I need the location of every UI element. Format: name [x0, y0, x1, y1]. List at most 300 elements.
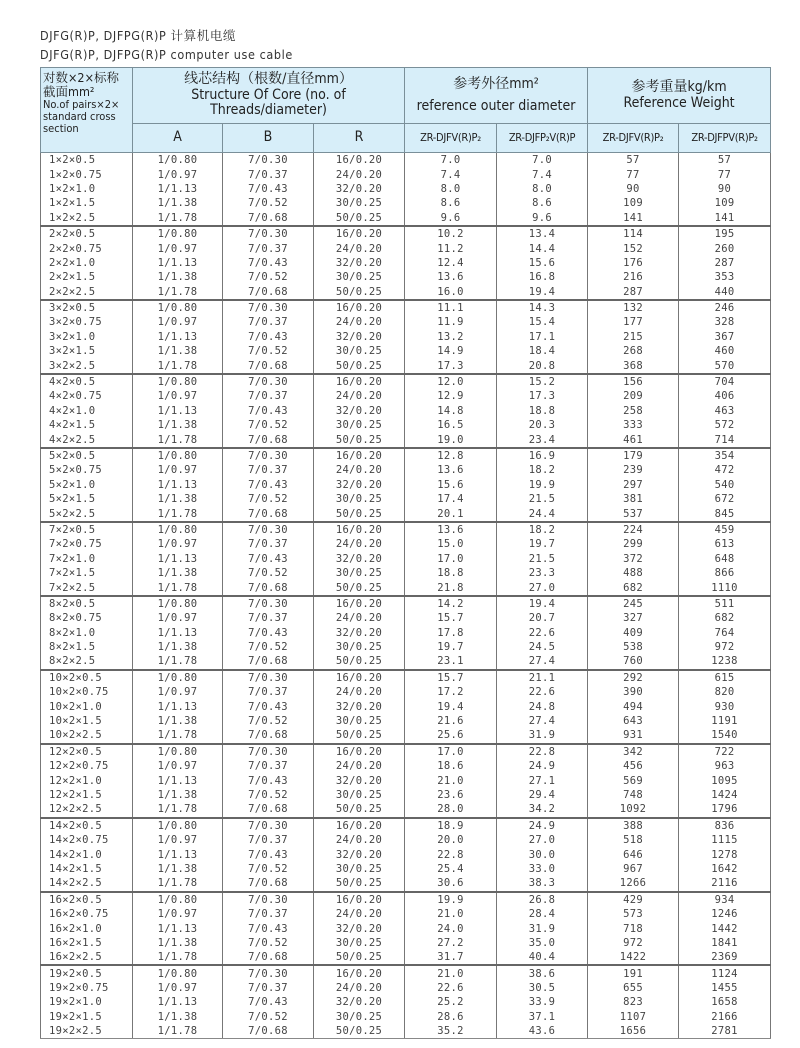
cell-weight-djfv: 646 [588, 847, 679, 861]
cell-col-b: 7/0.52 [223, 936, 314, 950]
cell-col-b: 7/0.43 [223, 256, 314, 270]
cell-weight-djfv: 299 [588, 537, 679, 551]
cell-weight-djfpv: 2116 [679, 876, 771, 891]
cell-weight-djfpv: 463 [679, 404, 771, 418]
cell-col-a: 1/1.78 [133, 950, 223, 965]
cell-col-b: 7/0.37 [223, 167, 314, 181]
cell-col-a: 1/1.38 [133, 492, 223, 506]
title-english: DJFG(R)P, DJFPG(R)P computer use cable [40, 47, 293, 62]
table-row [41, 552, 771, 566]
cell-weight-djfpv: 1424 [679, 788, 771, 802]
table-row [41, 300, 771, 315]
header-diameter [405, 68, 588, 124]
cell-diameter-djfpv: 23.3 [497, 566, 588, 580]
header-col-a: A [133, 124, 223, 153]
cell-col-a: 1/1.13 [133, 995, 223, 1009]
cell-diameter-djfpv: 15.2 [497, 374, 588, 389]
cell-diameter-djfpv: 27.4 [497, 714, 588, 728]
cell-col-b: 7/0.43 [223, 626, 314, 640]
cell-diameter-djfv: 7.4 [405, 167, 497, 181]
table-row [41, 670, 771, 685]
cell-weight-djfv: 718 [588, 921, 679, 935]
cell-col-b: 7/0.43 [223, 330, 314, 344]
cell-col-r: 30/0.25 [314, 1010, 405, 1024]
table-row [41, 344, 771, 358]
cell-weight-djfpv: 572 [679, 418, 771, 432]
cell-col-a: 1/1.38 [133, 1010, 223, 1024]
cell-col-a: 1/1.13 [133, 256, 223, 270]
header-weight [588, 68, 771, 124]
cell-col-a: 1/1.38 [133, 196, 223, 210]
cell-col-a: 1/0.80 [133, 448, 223, 463]
cell-size: 2×2×2.5 [41, 285, 133, 300]
cell-col-a: 1/0.97 [133, 315, 223, 329]
cell-col-r: 24/0.20 [314, 981, 405, 995]
cell-col-b: 7/0.68 [223, 580, 314, 595]
cell-weight-djfpv: 354 [679, 448, 771, 463]
cell-weight-djfv: 209 [588, 389, 679, 403]
cell-weight-djfv: 569 [588, 773, 679, 787]
cell-col-b: 7/0.68 [223, 950, 314, 965]
cell-col-r: 32/0.20 [314, 552, 405, 566]
cell-diameter-djfpv: 40.4 [497, 950, 588, 965]
cell-weight-djfv: 177 [588, 315, 679, 329]
cell-col-b: 7/0.37 [223, 907, 314, 921]
cell-diameter-djfpv: 16.8 [497, 270, 588, 284]
cell-col-r: 16/0.20 [314, 448, 405, 463]
header-col-weight-djfpv: ZR-DJFPV(R)P₂ [679, 124, 771, 153]
cell-diameter-djfv: 21.8 [405, 580, 497, 595]
table-row [41, 921, 771, 935]
cell-size: 1×2×0.5 [41, 153, 133, 168]
cell-weight-djfpv: 570 [679, 358, 771, 373]
cell-size: 3×2×1.0 [41, 330, 133, 344]
table-row [41, 626, 771, 640]
cell-size: 3×2×0.75 [41, 315, 133, 329]
cell-diameter-djfpv: 33.0 [497, 862, 588, 876]
cell-weight-djfv: 132 [588, 300, 679, 315]
cell-col-r: 50/0.25 [314, 876, 405, 891]
header-col-diameter-djfpv: ZR-DJFP₂V(R)P [497, 124, 588, 153]
cell-col-a: 1/1.38 [133, 566, 223, 580]
cell-weight-djfpv: 1796 [679, 802, 771, 817]
cell-diameter-djfpv: 8.6 [497, 196, 588, 210]
cell-diameter-djfv: 18.9 [405, 818, 497, 833]
cell-diameter-djfpv: 18.2 [497, 522, 588, 537]
cell-size: 16×2×0.75 [41, 907, 133, 921]
cell-weight-djfv: 972 [588, 936, 679, 950]
cell-col-a: 1/1.78 [133, 654, 223, 669]
cell-weight-djfpv: 1540 [679, 728, 771, 743]
cell-weight-djfv: 494 [588, 699, 679, 713]
cell-diameter-djfpv: 24.8 [497, 699, 588, 713]
cell-diameter-djfpv: 26.8 [497, 892, 588, 907]
cell-col-r: 16/0.20 [314, 374, 405, 389]
cell-weight-djfv: 456 [588, 759, 679, 773]
header-size [41, 68, 133, 153]
cell-diameter-djfv: 8.6 [405, 196, 497, 210]
cell-weight-djfpv: 704 [679, 374, 771, 389]
cell-col-b: 7/0.30 [223, 744, 314, 759]
cell-weight-djfpv: 195 [679, 226, 771, 241]
cell-diameter-djfpv: 17.3 [497, 389, 588, 403]
cell-weight-djfpv: 440 [679, 285, 771, 300]
cell-col-a: 1/0.80 [133, 818, 223, 833]
cell-weight-djfv: 239 [588, 463, 679, 477]
cell-col-b: 7/0.30 [223, 448, 314, 463]
table-row [41, 759, 771, 773]
cell-col-a: 1/1.78 [133, 580, 223, 595]
cell-diameter-djfv: 8.0 [405, 182, 497, 196]
cell-col-b: 7/0.37 [223, 537, 314, 551]
table-row [41, 862, 771, 876]
cell-weight-djfpv: 109 [679, 196, 771, 210]
cell-col-a: 1/0.80 [133, 522, 223, 537]
cell-weight-djfpv: 672 [679, 492, 771, 506]
cell-size: 16×2×2.5 [41, 950, 133, 965]
cell-col-a: 1/1.78 [133, 285, 223, 300]
cell-weight-djfpv: 353 [679, 270, 771, 284]
cell-size: 5×2×0.5 [41, 448, 133, 463]
cell-weight-djfv: 461 [588, 432, 679, 447]
cell-diameter-djfpv: 21.5 [497, 552, 588, 566]
cell-diameter-djfpv: 29.4 [497, 788, 588, 802]
cell-diameter-djfv: 22.8 [405, 847, 497, 861]
cell-size: 8×2×2.5 [41, 654, 133, 669]
cell-weight-djfpv: 1191 [679, 714, 771, 728]
cell-col-b: 7/0.37 [223, 759, 314, 773]
cell-weight-djfpv: 2166 [679, 1010, 771, 1024]
header-structure-en: Structure Of Core (no. of Threads/diameter) [191, 86, 346, 119]
cell-col-r: 32/0.20 [314, 626, 405, 640]
cell-diameter-djfv: 22.6 [405, 981, 497, 995]
cell-col-a: 1/1.78 [133, 802, 223, 817]
cell-weight-djfpv: 2781 [679, 1024, 771, 1039]
cell-col-a: 1/1.38 [133, 270, 223, 284]
cell-weight-djfpv: 1658 [679, 995, 771, 1009]
cell-diameter-djfpv: 27.1 [497, 773, 588, 787]
cell-weight-djfpv: 820 [679, 685, 771, 699]
cell-col-a: 1/0.80 [133, 596, 223, 611]
cell-weight-djfv: 268 [588, 344, 679, 358]
table-row [41, 448, 771, 463]
table-row [41, 478, 771, 492]
cell-size: 1×2×0.75 [41, 167, 133, 181]
table-row [41, 995, 771, 1009]
table-row [41, 788, 771, 802]
cell-weight-djfpv: 613 [679, 537, 771, 551]
cell-weight-djfv: 287 [588, 285, 679, 300]
table-row [41, 699, 771, 713]
cell-size: 8×2×1.0 [41, 626, 133, 640]
cell-col-r: 30/0.25 [314, 788, 405, 802]
cell-weight-djfv: 429 [588, 892, 679, 907]
cell-col-a: 1/0.97 [133, 167, 223, 181]
cell-col-r: 32/0.20 [314, 404, 405, 418]
cell-size: 4×2×0.75 [41, 389, 133, 403]
cell-col-a: 1/0.80 [133, 892, 223, 907]
cell-size: 14×2×1.5 [41, 862, 133, 876]
cell-col-b: 7/0.30 [223, 818, 314, 833]
cell-col-b: 7/0.68 [223, 802, 314, 817]
cell-weight-djfv: 390 [588, 685, 679, 699]
cell-weight-djfv: 488 [588, 566, 679, 580]
cell-weight-djfpv: 260 [679, 241, 771, 255]
cell-weight-djfpv: 459 [679, 522, 771, 537]
cell-weight-djfpv: 963 [679, 759, 771, 773]
header-col-diameter-djfv: ZR-DJFV(R)P₂ [405, 124, 497, 153]
cell-col-a: 1/1.13 [133, 182, 223, 196]
table-row [41, 1010, 771, 1024]
cell-col-b: 7/0.68 [223, 654, 314, 669]
cell-size: 2×2×0.5 [41, 226, 133, 241]
cell-col-r: 16/0.20 [314, 670, 405, 685]
cell-col-r: 50/0.25 [314, 211, 405, 226]
header-weight-cn: 参考重量kg/km [631, 79, 727, 96]
cell-weight-djfpv: 1238 [679, 654, 771, 669]
table-row [41, 728, 771, 743]
cell-weight-djfv: 381 [588, 492, 679, 506]
cell-weight-djfpv: 511 [679, 596, 771, 611]
table-row [41, 522, 771, 537]
cell-weight-djfv: 176 [588, 256, 679, 270]
cell-weight-djfv: 109 [588, 196, 679, 210]
cell-col-r: 50/0.25 [314, 358, 405, 373]
cell-diameter-djfpv: 18.8 [497, 404, 588, 418]
cell-weight-djfpv: 246 [679, 300, 771, 315]
cell-diameter-djfv: 13.6 [405, 522, 497, 537]
cell-col-r: 16/0.20 [314, 744, 405, 759]
cell-col-a: 1/1.38 [133, 936, 223, 950]
cell-size: 4×2×2.5 [41, 432, 133, 447]
cell-diameter-djfv: 9.6 [405, 211, 497, 226]
cell-weight-djfv: 1107 [588, 1010, 679, 1024]
cell-weight-djfv: 258 [588, 404, 679, 418]
table-row [41, 270, 771, 284]
cell-size: 12×2×0.75 [41, 759, 133, 773]
cell-diameter-djfv: 18.8 [405, 566, 497, 580]
table-row [41, 685, 771, 699]
cell-diameter-djfv: 20.1 [405, 506, 497, 521]
cell-weight-djfpv: 1095 [679, 773, 771, 787]
cell-col-b: 7/0.43 [223, 182, 314, 196]
cell-col-b: 7/0.68 [223, 876, 314, 891]
table-row [41, 950, 771, 965]
cell-diameter-djfpv: 31.9 [497, 728, 588, 743]
table-row [41, 285, 771, 300]
header-weight-en: Reference Weight [623, 94, 735, 111]
cell-col-r: 16/0.20 [314, 522, 405, 537]
cell-diameter-djfv: 11.2 [405, 241, 497, 255]
table-row [41, 418, 771, 432]
cell-col-r: 30/0.25 [314, 714, 405, 728]
cell-col-a: 1/0.80 [133, 226, 223, 241]
table-row [41, 315, 771, 329]
cell-size: 7×2×0.75 [41, 537, 133, 551]
cell-weight-djfv: 538 [588, 640, 679, 654]
cell-size: 16×2×1.5 [41, 936, 133, 950]
cell-col-r: 32/0.20 [314, 256, 405, 270]
cell-diameter-djfv: 11.1 [405, 300, 497, 315]
cell-col-r: 50/0.25 [314, 950, 405, 965]
cell-col-b: 7/0.68 [223, 285, 314, 300]
cell-weight-djfpv: 1124 [679, 965, 771, 980]
cell-col-r: 30/0.25 [314, 862, 405, 876]
cell-col-a: 1/1.78 [133, 1024, 223, 1039]
cell-diameter-djfpv: 20.3 [497, 418, 588, 432]
cell-weight-djfpv: 648 [679, 552, 771, 566]
cell-weight-djfpv: 682 [679, 611, 771, 625]
cell-diameter-djfv: 14.8 [405, 404, 497, 418]
header-structure [133, 68, 405, 124]
cell-col-r: 24/0.20 [314, 907, 405, 921]
cell-size: 5×2×2.5 [41, 506, 133, 521]
cell-diameter-djfv: 12.0 [405, 374, 497, 389]
cell-col-a: 1/1.13 [133, 478, 223, 492]
cell-col-b: 7/0.52 [223, 862, 314, 876]
cell-size: 4×2×1.5 [41, 418, 133, 432]
cell-col-a: 1/1.13 [133, 699, 223, 713]
cell-diameter-djfv: 13.2 [405, 330, 497, 344]
cell-weight-djfpv: 287 [679, 256, 771, 270]
cell-col-b: 7/0.68 [223, 506, 314, 521]
cell-size: 10×2×1.5 [41, 714, 133, 728]
cell-col-b: 7/0.43 [223, 995, 314, 1009]
cell-col-a: 1/1.78 [133, 211, 223, 226]
cell-weight-djfv: 245 [588, 596, 679, 611]
cell-col-a: 1/0.97 [133, 981, 223, 995]
cell-diameter-djfpv: 22.6 [497, 626, 588, 640]
cell-weight-djfpv: 615 [679, 670, 771, 685]
cell-col-r: 32/0.20 [314, 182, 405, 196]
cell-weight-djfv: 518 [588, 833, 679, 847]
cell-diameter-djfpv: 31.9 [497, 921, 588, 935]
cell-diameter-djfv: 21.6 [405, 714, 497, 728]
cell-col-a: 1/1.38 [133, 640, 223, 654]
header-col-r: R [314, 124, 405, 153]
table-row [41, 389, 771, 403]
cell-diameter-djfpv: 14.4 [497, 241, 588, 255]
cell-diameter-djfv: 19.9 [405, 892, 497, 907]
cell-weight-djfv: 297 [588, 478, 679, 492]
cell-col-r: 32/0.20 [314, 847, 405, 861]
cell-col-r: 16/0.20 [314, 153, 405, 168]
cell-diameter-djfpv: 30.5 [497, 981, 588, 995]
cell-col-r: 30/0.25 [314, 418, 405, 432]
cell-weight-djfpv: 934 [679, 892, 771, 907]
cell-diameter-djfv: 31.7 [405, 950, 497, 965]
cell-diameter-djfpv: 21.1 [497, 670, 588, 685]
cell-col-a: 1/1.78 [133, 728, 223, 743]
cell-col-r: 30/0.25 [314, 492, 405, 506]
cell-size: 10×2×2.5 [41, 728, 133, 743]
cell-col-b: 7/0.43 [223, 404, 314, 418]
cell-diameter-djfpv: 33.9 [497, 995, 588, 1009]
cell-diameter-djfpv: 43.6 [497, 1024, 588, 1039]
table-row [41, 566, 771, 580]
cell-diameter-djfv: 28.6 [405, 1010, 497, 1024]
cell-col-b: 7/0.68 [223, 1024, 314, 1039]
cell-size: 19×2×1.5 [41, 1010, 133, 1024]
cell-col-a: 1/0.97 [133, 611, 223, 625]
cell-col-r: 24/0.20 [314, 833, 405, 847]
cell-weight-djfv: 1656 [588, 1024, 679, 1039]
cell-weight-djfv: 215 [588, 330, 679, 344]
cell-size: 10×2×1.0 [41, 699, 133, 713]
table-row [41, 640, 771, 654]
cell-weight-djfpv: 460 [679, 344, 771, 358]
cell-diameter-djfpv: 22.6 [497, 685, 588, 699]
cell-col-r: 50/0.25 [314, 802, 405, 817]
cell-col-b: 7/0.43 [223, 847, 314, 861]
cell-col-r: 32/0.20 [314, 773, 405, 787]
cell-weight-djfv: 409 [588, 626, 679, 640]
cell-size: 5×2×1.0 [41, 478, 133, 492]
cell-col-a: 1/1.38 [133, 788, 223, 802]
cell-weight-djfv: 372 [588, 552, 679, 566]
cell-weight-djfpv: 57 [679, 153, 771, 168]
cell-col-b: 7/0.30 [223, 670, 314, 685]
table-row [41, 256, 771, 270]
cell-size: 8×2×1.5 [41, 640, 133, 654]
table-row [41, 358, 771, 373]
cell-col-a: 1/0.80 [133, 153, 223, 168]
cell-diameter-djfpv: 17.1 [497, 330, 588, 344]
cell-diameter-djfv: 25.4 [405, 862, 497, 876]
cell-weight-djfpv: 1455 [679, 981, 771, 995]
cell-weight-djfv: 90 [588, 182, 679, 196]
cell-weight-djfv: 114 [588, 226, 679, 241]
cell-col-r: 50/0.25 [314, 506, 405, 521]
table-row [41, 537, 771, 551]
cell-weight-djfv: 179 [588, 448, 679, 463]
cell-col-b: 7/0.37 [223, 981, 314, 995]
table-row [41, 936, 771, 950]
cell-size: 12×2×2.5 [41, 802, 133, 817]
cell-weight-djfpv: 141 [679, 211, 771, 226]
cell-weight-djfv: 655 [588, 981, 679, 995]
cell-col-r: 32/0.20 [314, 478, 405, 492]
cell-size: 8×2×0.5 [41, 596, 133, 611]
cell-col-b: 7/0.43 [223, 478, 314, 492]
cell-diameter-djfv: 13.6 [405, 463, 497, 477]
cell-weight-djfpv: 367 [679, 330, 771, 344]
cell-size: 5×2×1.5 [41, 492, 133, 506]
cell-col-a: 1/1.38 [133, 714, 223, 728]
cell-diameter-djfpv: 20.8 [497, 358, 588, 373]
cell-diameter-djfpv: 30.0 [497, 847, 588, 861]
cell-diameter-djfpv: 14.3 [497, 300, 588, 315]
cell-col-b: 7/0.30 [223, 374, 314, 389]
cell-diameter-djfv: 21.0 [405, 773, 497, 787]
cell-weight-djfpv: 764 [679, 626, 771, 640]
cell-diameter-djfv: 25.2 [405, 995, 497, 1009]
cell-col-a: 1/1.78 [133, 358, 223, 373]
table-row [41, 981, 771, 995]
cell-col-a: 1/0.97 [133, 241, 223, 255]
cell-col-r: 30/0.25 [314, 566, 405, 580]
table-row [41, 463, 771, 477]
cell-col-r: 50/0.25 [314, 1024, 405, 1039]
cell-size: 4×2×0.5 [41, 374, 133, 389]
cell-weight-djfv: 57 [588, 153, 679, 168]
cell-weight-djfpv: 1442 [679, 921, 771, 935]
cell-weight-djfv: 156 [588, 374, 679, 389]
cell-size: 16×2×0.5 [41, 892, 133, 907]
cell-diameter-djfv: 17.3 [405, 358, 497, 373]
cell-size: 1×2×2.5 [41, 211, 133, 226]
cell-col-b: 7/0.37 [223, 315, 314, 329]
